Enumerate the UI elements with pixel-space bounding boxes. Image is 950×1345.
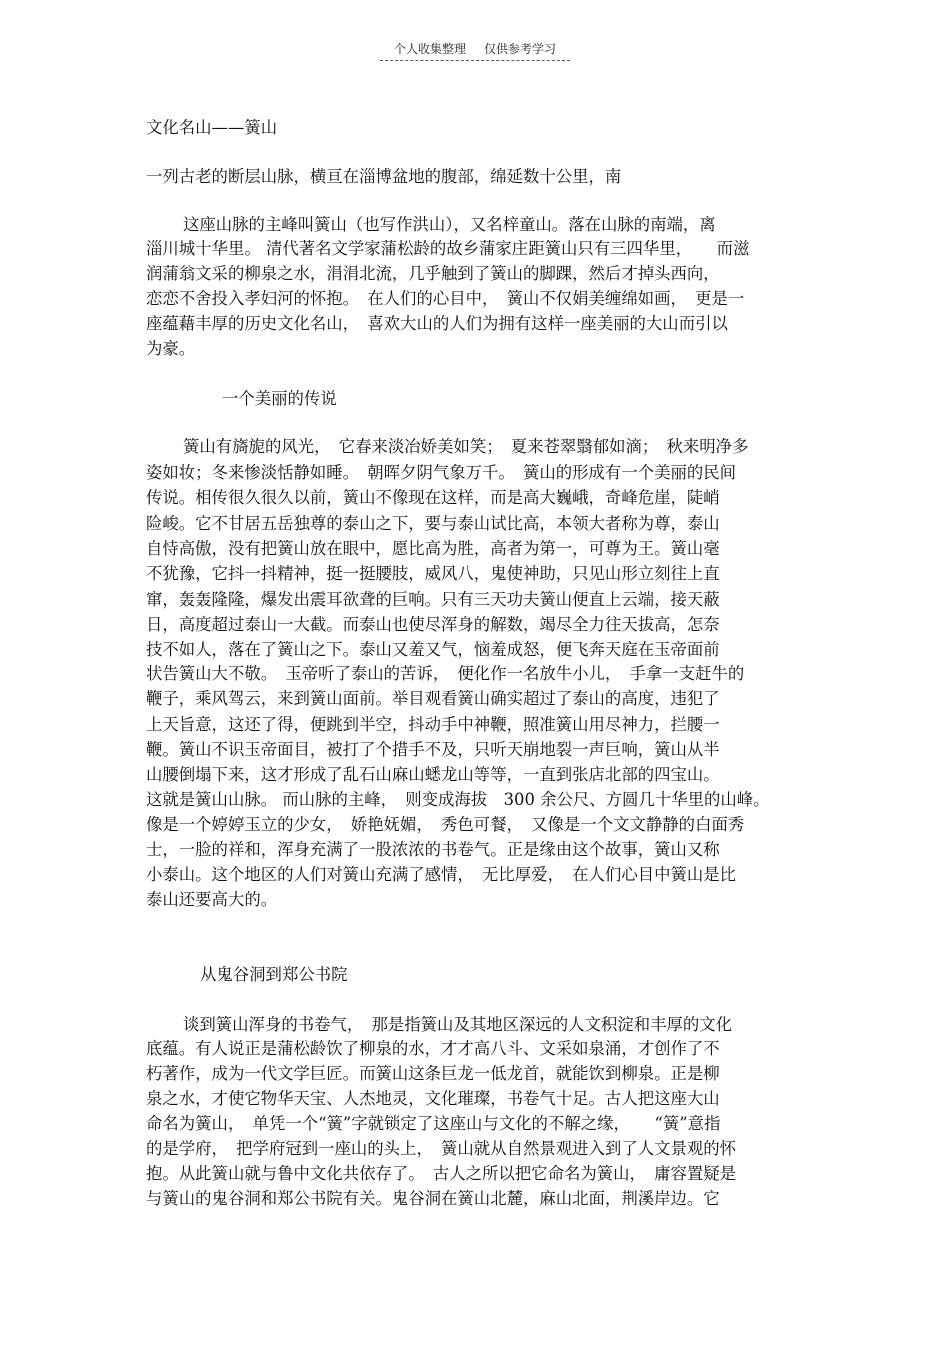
paragraph-line: 山腰倒塌下来，这才形成了乱石山麻山蟋龙山等等，一直到张店北部的四宝山。 (146, 765, 720, 784)
paragraph-line: 自恃高傲，没有把簧山放在眼中，愿比高为胜，高者为第一，可尊为王。簧山毫 (146, 539, 720, 558)
paragraph-line: 座蕴藉丰厚的历史文化名山， 喜欢大山的人们为拥有这样一座美丽的大山而引以 (146, 314, 728, 333)
paragraph-line: 这座山脉的主峰叫簧山（也写作洪山），又名梓童山。落在山脉的南端，离 (183, 215, 716, 234)
paragraph-line: 淄川城十华里。 清代著名文学家蒲松龄的故乡蒲家庄距簧山只有三四华里， 而滋 (146, 239, 750, 258)
paragraph-line: 像是一个婷婷玉立的少女， 娇艳妩媚， 秀色可餐， 又像是一个文文静静的白面秀 (146, 815, 745, 834)
paragraph-line: 不犹豫，它抖一抖精神，挺一挺腰肢，威风八，鬼使神助，只见山形立刻往上直 (146, 564, 720, 583)
paragraph-line: 鞭子，乘风驾云，来到簧山面前。举目观看簧山确实超过了泰山的高度，违犯了 (146, 689, 720, 708)
paragraph-line: 险峻。它不甘居五岳独尊的泰山之下，要与泰山试比高，本领大者称为尊，泰山 (146, 514, 720, 533)
paragraph-line: 恋恋不舍投入孝妇河的怀抱。 在人们的心目中， 簧山不仅娟美缠绵如画， 更是一 (146, 289, 745, 308)
paragraph-line: 上天旨意，这还了得，便跳到半空，抖动手中神鞭，照准簧山用尽神力，拦腰一 (146, 715, 720, 734)
paragraph-line: 士，一脸的祥和，浑身充满了一股浓浓的书卷气。正是缘由这个故事，簧山又称 (146, 840, 720, 859)
section1-heading: 一个美丽的传说 (222, 389, 337, 408)
paragraph-line: 底蕴。有人说正是蒲松龄饮了柳泉的水，才才高八斗、文采如泉涌，才创作了不 (146, 1039, 720, 1058)
paragraph-line: 技不如人，落在了簧山之下。泰山又羞又气，恼羞成怒，便飞奔天庭在玉帝面前 (146, 640, 720, 659)
paragraph-line: 的是学府， 把学府冠到一座山的头上， 簧山就从自然景观进入到了人文景观的怀 (146, 1139, 737, 1158)
paragraph-line: 抱。从此簧山就与鲁中文化共依存了。 古人之所以把它命名为簧山， 庸容置疑是 (146, 1164, 737, 1183)
paragraph-line: 泉之水，才使它物华天宝、人杰地灵，文化璀璨，书卷气十足。古人把这座大山 (146, 1089, 720, 1108)
header-right-text: 仅供参考学习 (484, 42, 557, 56)
paragraph-line: 泰山还要高大的。 (146, 890, 278, 909)
header-left-text: 个人收集整理 (393, 42, 466, 56)
document-title: 文化名山——簧山 (146, 118, 278, 137)
paragraph-line: 为豪。 (146, 339, 196, 358)
paragraph-line: 簧山有旖旎的风光， 它春来淡冶娇美如笑； 夏来苍翠翳郁如滴； 秋来明净多 (183, 437, 749, 456)
paragraph-line: 状告簧山大不敬。 玉帝听了泰山的苦诉， 便化作一名放牛小儿， 手拿一支赶牛的 (146, 664, 745, 683)
paragraph-line: 谈到簧山浑身的书卷气， 那是指簧山及其地区深远的人文积淀和丰厚的文化 (183, 1015, 733, 1034)
paragraph-line: 日，高度超过泰山一大截。而泰山也使尽浑身的解数，竭尽全力往天拔高，怎奈 (146, 615, 720, 634)
paragraph-line: 小泰山。这个地区的人们对簧山充满了感情， 无比厚爱， 在人们心目中簧山是比 (146, 865, 737, 884)
section2-heading: 从鬼谷洞到郑公书院 (200, 965, 348, 984)
page-header (380, 40, 570, 61)
paragraph-line: 与簧山的鬼谷洞和郑公书院有关。鬼谷洞在簧山北麓，麻山北面，荆溪岸边。它 (146, 1189, 720, 1208)
intro-paragraph: 一列古老的断层山脉，横亘在淄博盆地的腹部，绵延数十公里，南 (146, 167, 622, 186)
paragraph-line: 姿如妆；冬来惨淡恬静如睡。 朝晖夕阴气象万千。 簧山的形成有一个美丽的民间 (146, 463, 737, 482)
paragraph-line: 传说。相传很久很久以前，簧山不像现在这样，而是高大巍峨，奇峰危崖，陡峭 (146, 488, 720, 507)
paragraph-line: 润蒲翁文采的柳泉之水，涓涓北流，几乎触到了簧山的脚踝，然后才掉头西向， (146, 264, 720, 283)
paragraph-line: 命名为簧山， 单凭一个“簧”字就锁定了这座山与文化的不解之缘， “簧”意指 (146, 1114, 721, 1133)
paragraph-line: 窜，轰轰隆隆，爆发出震耳欲聋的巨响。只有三天功夫簧山便直上云端，接天蔽 (146, 590, 720, 609)
paragraph-line: 朽著作，成为一代文学巨匠。而簧山这条巨龙一低龙首，就能饮到柳泉。正是柳 (146, 1064, 720, 1083)
paragraph-line: 这就是簧山山脉。 而山脉的主峰， 则变成海拔 300 余公尺、方圆几十华里的山峰。 (146, 790, 770, 809)
paragraph-line: 鞭。簧山不识玉帝面目，被打了个措手不及，只听天崩地裂一声巨响，簧山从半 (146, 740, 720, 759)
